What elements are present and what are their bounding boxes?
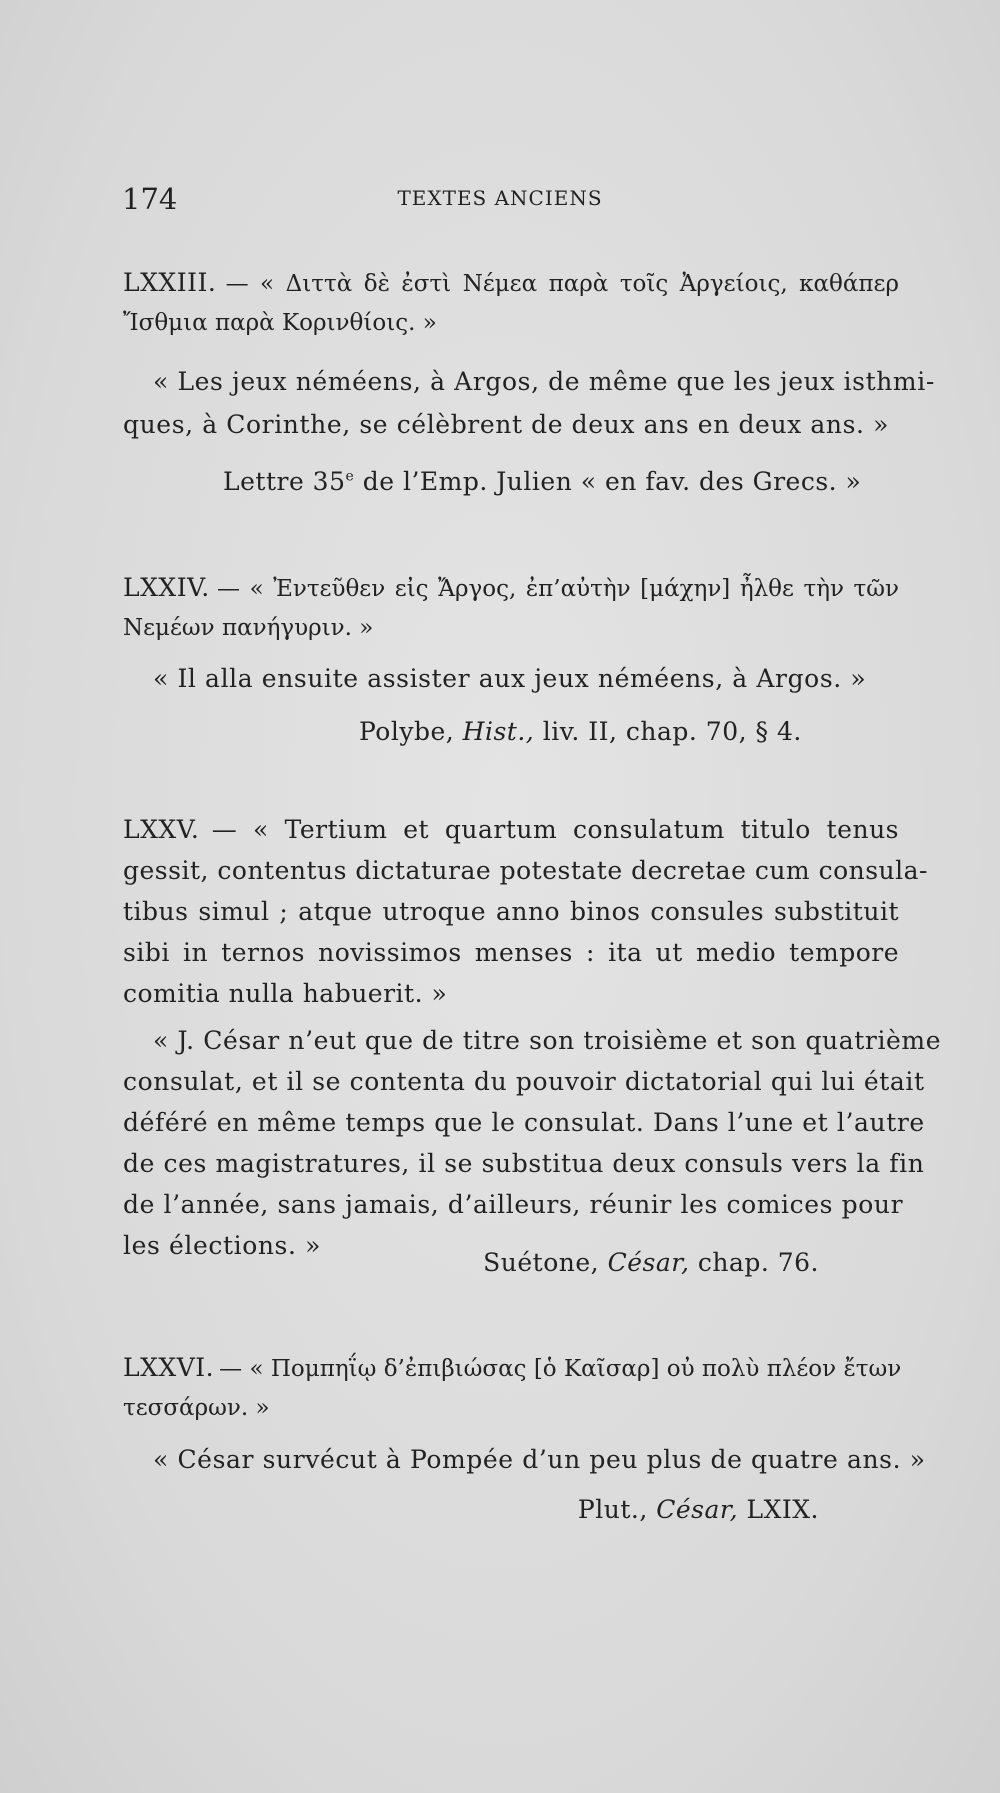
greek-line: Ἴσθμια παρὰ Κορινθίοις. » (123, 310, 437, 336)
latin-text: — « Tertium et quartum consulatum titulo tenus (211, 815, 899, 844)
section-numeral: LXXVI. (123, 1353, 215, 1382)
latin-line: comitia nulla habuerit. » (123, 979, 448, 1008)
translation-line: consulat, et il se contenta du pouvoir dictatorial qui lui était (123, 1067, 925, 1096)
latin-line: gessit, contentus dictaturae potestate decretae cum consula- (123, 856, 928, 885)
greek-text: — « Διττὰ δὲ ἐστὶ Νέμεα παρὰ τοῖς Ἀργείοις, καθάπερ (225, 271, 899, 297)
greek-text: — « Πομπηΐῳ δ’ἐπιβιώσας [ὁ Καῖσαρ] οὐ πολὺ πλέον ἔτων (219, 1356, 902, 1382)
translation-line: les élections. » (123, 1231, 321, 1260)
greek-line (123, 1353, 902, 1382)
section-numeral: LXXIII. (123, 268, 217, 297)
greek-line (123, 268, 899, 297)
translation-line: « Il alla ensuite assister aux jeux néméens, à Argos. » (153, 664, 867, 693)
latin-line: sibi in ternos novissimos menses : ita ut medio tempore (123, 938, 899, 967)
page-header (0, 182, 1000, 222)
translation-line: déféré en même temps que le consulat. Dans l’une et l’autre (123, 1108, 925, 1137)
translation-line: « César survécut à Pompée d’un peu plus de quatre ans. » (153, 1445, 926, 1474)
greek-line (123, 573, 899, 602)
translation-line: « J. César n’eut que de titre son troisième et son quatrième (153, 1026, 942, 1055)
running-title: TEXTES ANCIENS (397, 186, 603, 210)
greek-line: τεσσάρων. » (123, 1395, 270, 1421)
translation-line: ques, à Corinthe, se célèbrent de deux ans en deux ans. » (123, 410, 890, 439)
source-citation: Polybe, Hist., liv. II, chap. 70, § 4. (359, 717, 802, 746)
translation-line: de l’année, sans jamais, d’ailleurs, réunir les comices pour (123, 1190, 904, 1219)
latin-line: tibus simul ; atque utroque anno binos consules substituit (123, 897, 899, 926)
greek-line: Νεμέων πανήγυριν. » (123, 615, 374, 641)
translation-line: de ces magistratures, il se substitua deux consuls vers la fin (123, 1149, 925, 1178)
section-numeral: LXXIV. (123, 573, 210, 602)
latin-line (123, 815, 899, 844)
page-number: 174 (122, 182, 178, 216)
section-numeral: LXXV. (123, 815, 200, 844)
source-citation: Lettre 35e de l’Emp. Julien « en fav. des Grecs. » (223, 467, 862, 496)
greek-text: — « Ἐντεῦθεν εἰς Ἄργος, ἐπ’αὐτὴν [μάχην] ἦλθε τὴν τῶν (217, 576, 899, 602)
source-citation: Suétone, César, chap. 76. (483, 1248, 819, 1277)
translation-line: « Les jeux néméens, à Argos, de même que les jeux isthmi- (153, 367, 935, 396)
source-citation: Plut., César, LXIX. (577, 1495, 819, 1524)
